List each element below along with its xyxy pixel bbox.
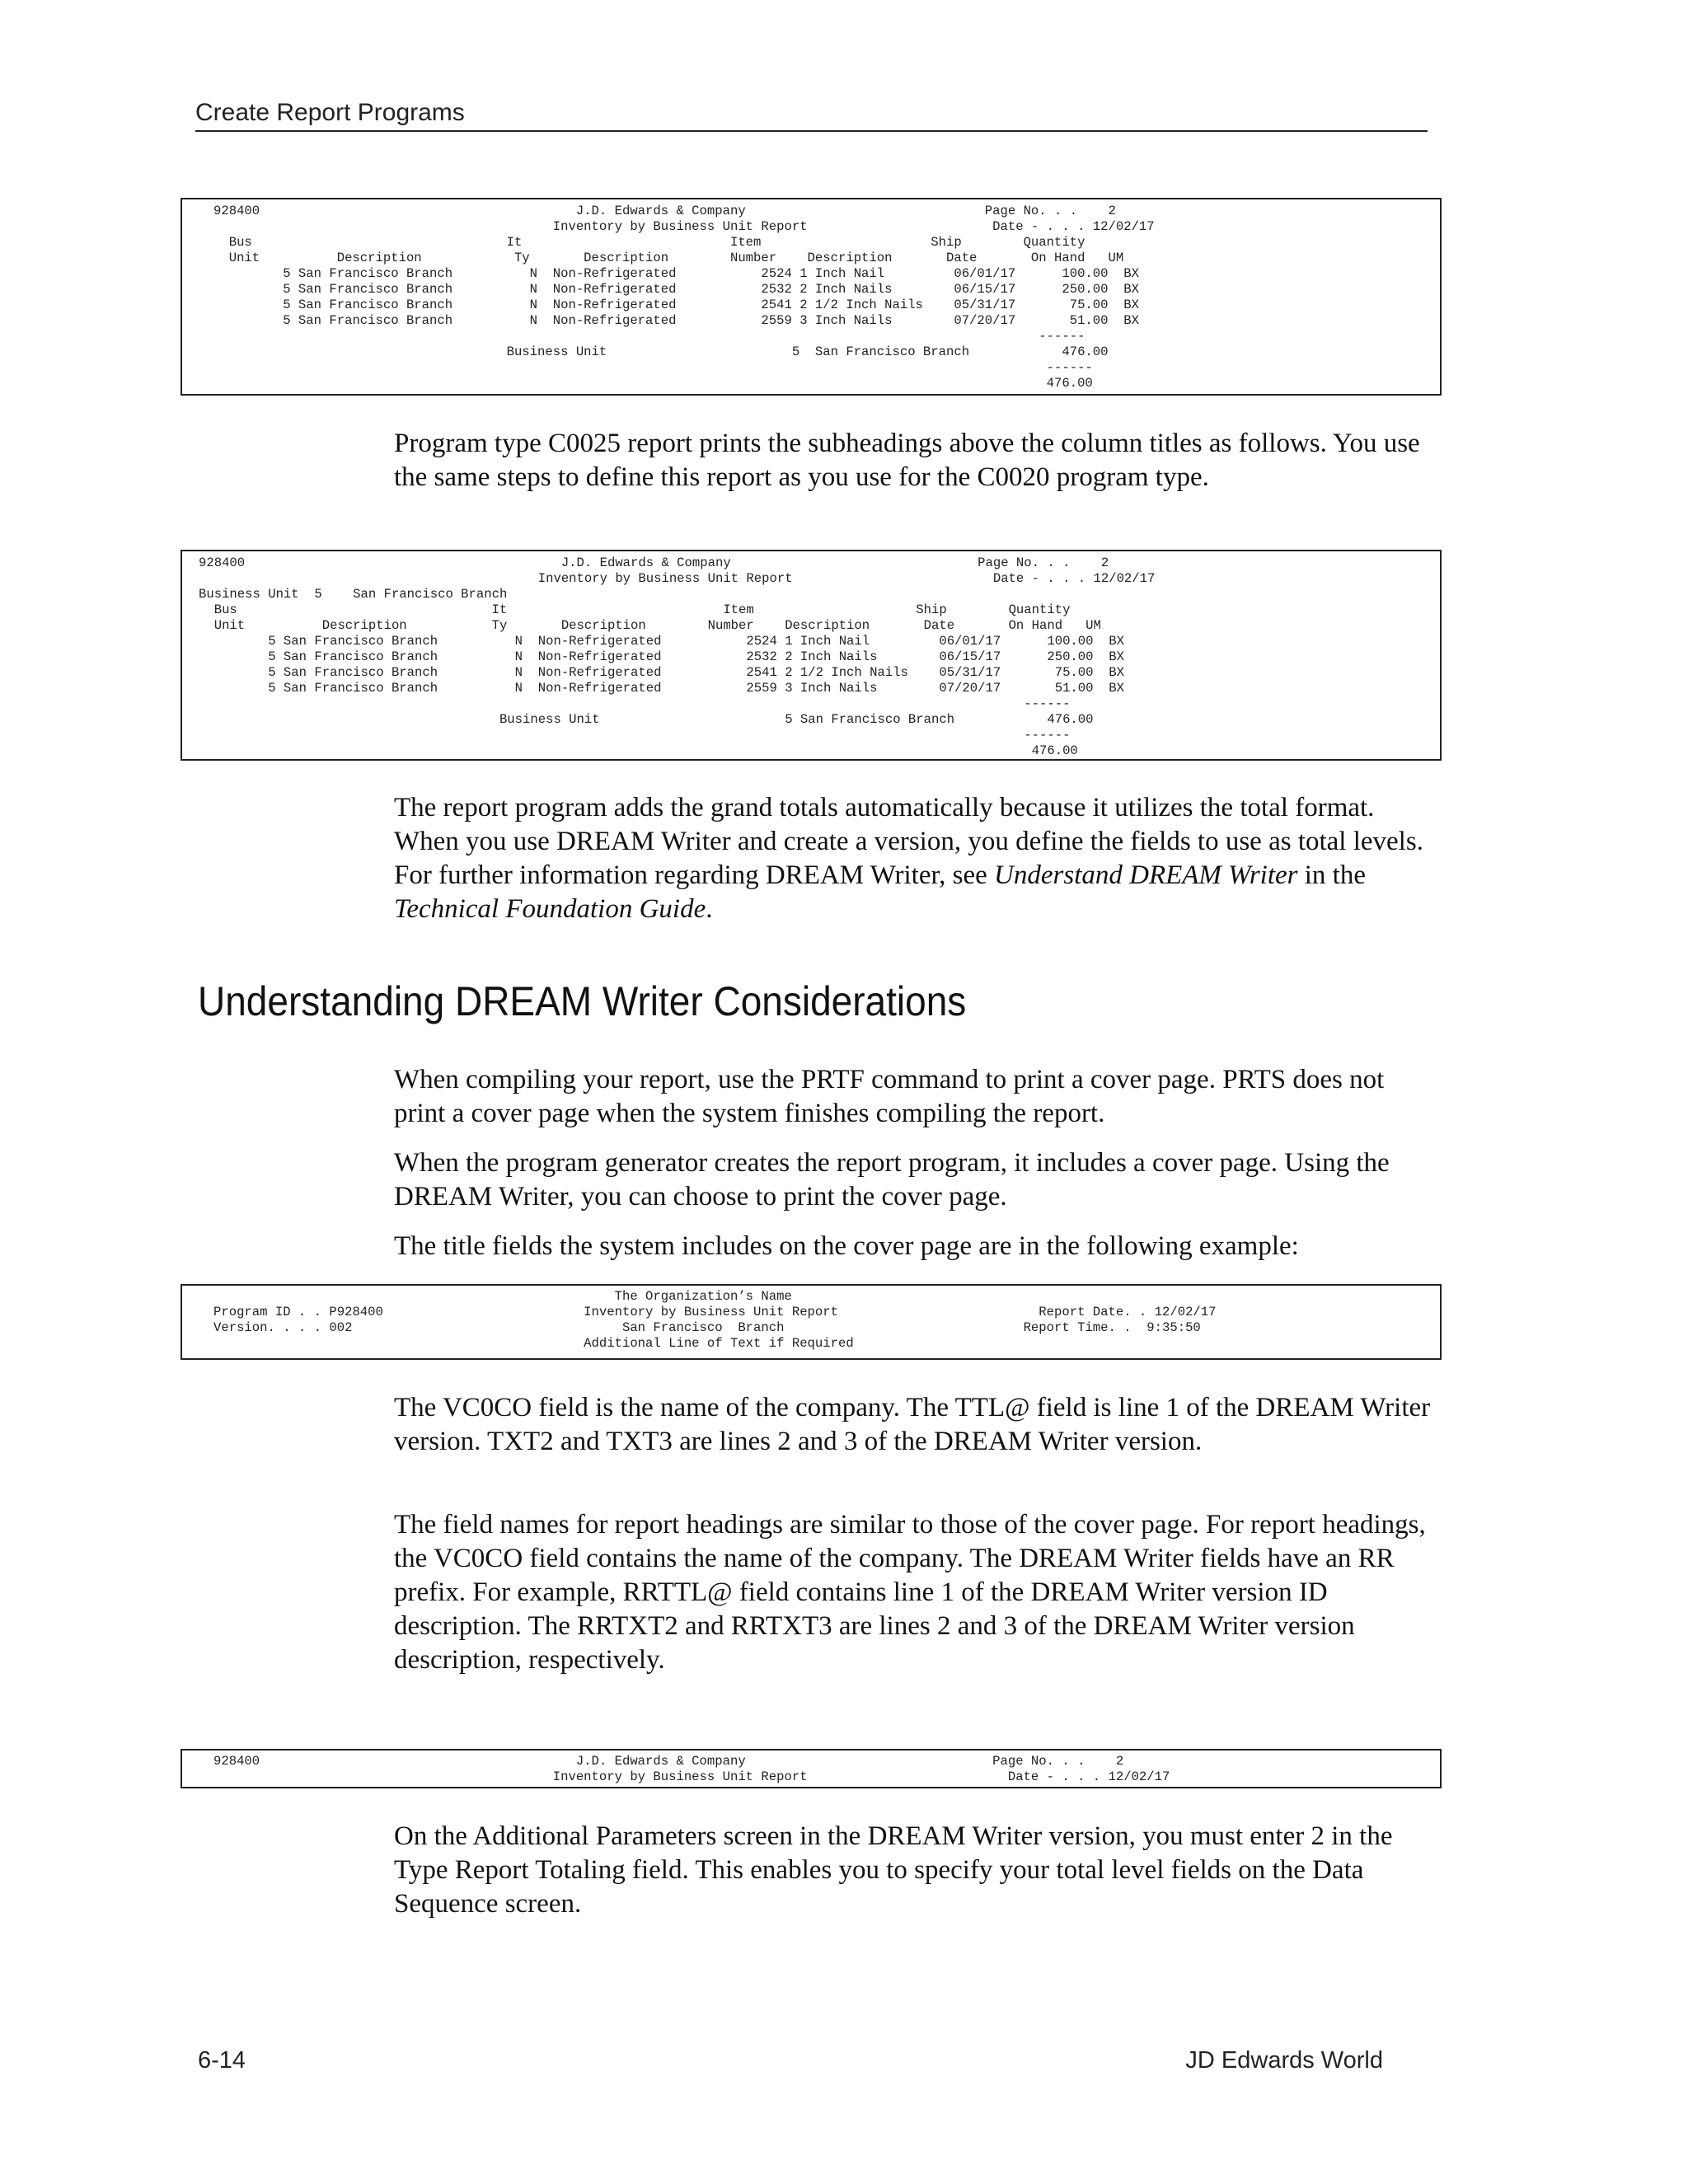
paragraph-report-headings: The field names for report headings are similar to those of the cover page. For report headings, the VC0CO field contains the name of the company. The DREAM Writer fields have an RR prefix. For example, RRTTL@ field contains line 1 of the DREAM Writer version ID description. The RRTXT2 and RRTXT3 are lines 2 and 3 of the DREAM Writer version description, respectively. <box>394 1510 1426 1675</box>
footer-page-number: 6-14 <box>198 2047 246 2074</box>
grand-totals-text-2: in the <box>1297 860 1366 890</box>
report-example-text: 928400 J.D. Edwards & Company Page No. . . 2 Inventory by Business Unit Report Date - . . . 12/02/17 Bus It Item Ship Quantity Unit Description Ty Description Number Description Date On Hand UM 5 San Francisco Branch N Non-Refrigerated 2524 1 Inch Nail 06/01/17 100.00 BX 5 San Francisco Branch N Non-Refrigerated 2532 2 Inch Nails 06/15/17 250.00 BX 5 San Francisco Branch N Non-Refrigerated 2541 2 1/2 Inch Nails 05/31/17 75.00 BX 5 San Francisco Branch N Non-Refrigerated 2559 3 Inch Nails 07/20/17 51.00 BX ------ Business Unit 5 San Francisco Branch 476.00 ------ 476.00 <box>213 204 1155 391</box>
link-understand-dream-writer: Understand DREAM Writer <box>994 860 1298 890</box>
report-example-text: The Organization’s Name Program ID . . P928400 Inventory by Business Unit Report Report Date. . 12/02/17 Version. . . . 002 San Francisco Branch Report Time. . 9:35:50 Additional Line of Text if Required <box>213 1289 1217 1351</box>
paragraph-additional-parameters: On the Additional Parameters screen in the DREAM Writer version, you must enter 2 in the Type Report Totaling field. This enables you to specify your total level fields on the Data Sequence screen. <box>394 1821 1393 1919</box>
report-example-cover-page <box>181 1284 1442 1360</box>
running-header-title: Create Report Programs <box>195 99 465 126</box>
report-example-text: 928400 J.D. Edwards & Company Page No. . . 2 Inventory by Business Unit Report Date - . . . 12/02/17 <box>213 1754 1170 1784</box>
footer-product-name: JD Edwards World <box>1185 2047 1383 2074</box>
paragraph-title-fields: The title fields the system includes on the cover page are in the following example: <box>394 1231 1299 1261</box>
section-heading: Understanding DREAM Writer Considerations <box>198 978 967 1024</box>
report-example-text: 928400 J.D. Edwards & Company Page No. . . 2 Inventory by Business Unit Report Date - . . . 12/02/17 Business Unit 5 San Francisco Branch Bus It Item Ship Quantity Unit Description Ty Description Number Description Date On Hand UM 5 San Francisco Branch N Non-Refrigerated 2524 1 Inch Nail 06/01/17 100.00 BX 5 San Francisco Branch N Non-Refrigerated 2532 2 Inch Nails 06/15/17 250.00 BX 5 San Francisco Branch N Non-Refrigerated 2541 2 1/2 Inch Nails 05/31/17 75.00 BX 5 San Francisco Branch N Non-Refrigerated 2559 3 Inch Nails 07/20/17 51.00 BX ------ Business Unit 5 San Francisco Branch 476.00 ------ 476.00 <box>199 555 1156 758</box>
paragraph-c0025-intro: Program type C0025 report prints the subheadings above the column titles as follows. You use the same steps to define this report as you use for the C0020 program type. <box>394 429 1420 492</box>
paragraph-grand-totals <box>394 791 1432 926</box>
grand-totals-text-1: The report program adds the grand totals automatically because it utilizes the total format. When you use DREAM Writer and create a version, you define the fields to use as total levels. For further information regarding DREAM Writer, see <box>394 793 1423 890</box>
paragraph-vc0co-field: The VC0CO field is the name of the company. The TTL@ field is line 1 of the DREAM Writer version. TXT2 and TXT3 are lines 2 and 3 of the DREAM Writer version. <box>394 1393 1431 1456</box>
report-example-heading <box>181 1749 1442 1788</box>
grand-totals-text-3: . <box>706 894 713 924</box>
report-example-c0020 <box>181 198 1442 396</box>
paragraph-cover-page: When the program generator creates the report program, it includes a cover page. Using the DREAM Writer, you can choose to print the cover page. <box>394 1148 1390 1212</box>
report-example-c0025 <box>181 550 1442 761</box>
paragraph-prtf-command: When compiling your report, use the PRTF command to print a cover page. PRTS does not print a cover page when the system finishes compiling the report. <box>394 1065 1385 1128</box>
guide-title-technical-foundation: Technical Foundation Guide <box>394 894 706 924</box>
header-divider <box>195 130 1428 132</box>
